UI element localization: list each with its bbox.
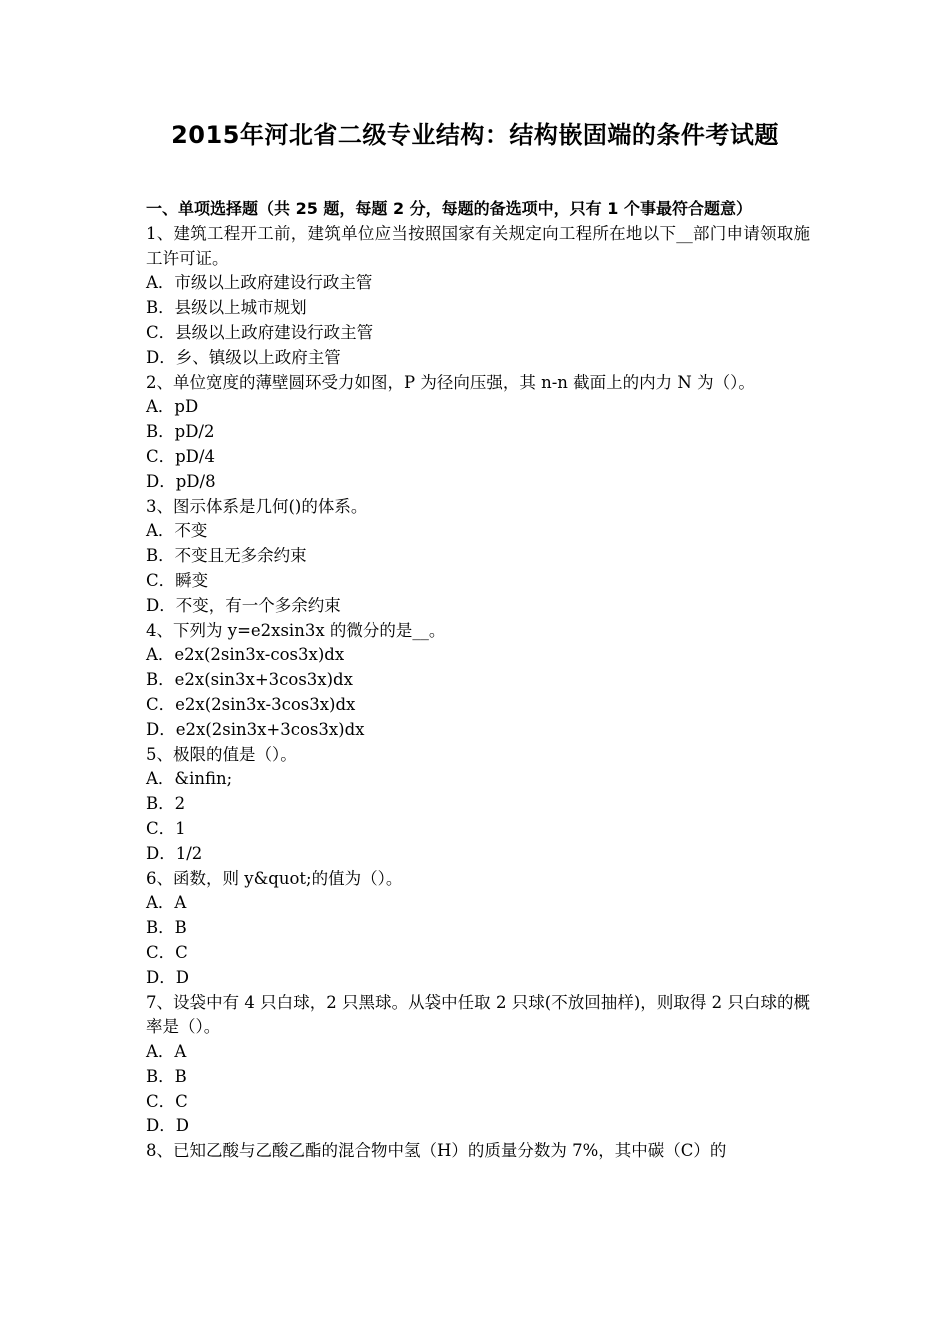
answer-option — [146, 1114, 810, 1139]
option-text: 1/2 — [175, 843, 203, 863]
option-text: 1 — [175, 818, 186, 838]
option-letter: D． — [146, 843, 176, 863]
question-text: 6、函数，则 y&quot;的值为（）。 — [146, 868, 403, 888]
option-letter: C． — [146, 694, 176, 714]
answer-option — [146, 519, 810, 544]
option-letter: C． — [146, 570, 176, 590]
question-text: 5、极限的值是（）。 — [146, 744, 297, 764]
answer-option — [146, 470, 810, 495]
option-text: 市级以上政府建设行政主管 — [174, 273, 373, 293]
option-letter: D． — [146, 595, 176, 615]
answer-option — [146, 346, 810, 371]
option-letter: D． — [146, 1116, 176, 1136]
option-text: 瞬变 — [175, 570, 209, 590]
answer-option — [146, 420, 810, 445]
answer-option — [146, 1090, 810, 1115]
question-text: 4、下列为 y=e2xsin3x 的微分的是__。 — [146, 620, 446, 640]
option-text: pD — [174, 397, 199, 417]
answer-option — [146, 321, 810, 346]
option-letter: C． — [146, 942, 176, 962]
answer-option — [146, 767, 810, 792]
option-text: 2 — [174, 794, 186, 814]
answer-option — [146, 594, 810, 619]
answer-option — [146, 1065, 810, 1090]
option-text: B — [174, 918, 187, 938]
option-text: C — [175, 942, 188, 962]
option-letter: B． — [146, 794, 175, 814]
option-text: 县级以上政府建设行政主管 — [175, 322, 374, 342]
option-text: e2x(sin3x+3cos3x)dx — [174, 670, 353, 690]
answer-option — [146, 569, 810, 594]
option-letter: B． — [146, 546, 175, 566]
option-letter: B． — [146, 918, 175, 938]
option-letter: A． — [146, 769, 175, 789]
question-item — [146, 1139, 810, 1164]
option-letter: A． — [146, 273, 175, 293]
answer-option — [146, 693, 810, 718]
option-text: A — [174, 893, 187, 913]
answer-option — [146, 891, 810, 916]
question-item — [146, 495, 810, 619]
question-text: 7、设袋中有 4 只白球，2 只黑球。从袋中任取 2 只球(不放回抽样)，则取得 2 只白球的概率是（）。 — [146, 992, 810, 1037]
option-text: 不变，有一个多余约束 — [175, 595, 341, 615]
answer-option — [146, 643, 810, 668]
answer-option — [146, 718, 810, 743]
answer-option — [146, 842, 810, 867]
option-text: e2x(2sin3x+3cos3x)dx — [175, 719, 365, 739]
option-letter: B． — [146, 422, 175, 442]
option-letter: A． — [146, 397, 175, 417]
option-text: 不变且无多余约束 — [174, 546, 307, 566]
question-list — [146, 222, 810, 1164]
answer-option — [146, 395, 810, 420]
option-text: B — [174, 1066, 187, 1086]
option-letter: C． — [146, 322, 176, 342]
answer-option — [146, 668, 810, 693]
option-letter: B． — [146, 1066, 175, 1086]
option-text: C — [175, 1091, 188, 1111]
question-text: 1、建筑工程开工前，建筑单位应当按照国家有关规定向工程所在地以下__部门申请领取施工许可证。 — [146, 223, 810, 268]
option-text: 县级以上城市规划 — [174, 298, 307, 318]
answer-option — [146, 941, 810, 966]
answer-option — [146, 817, 810, 842]
option-letter: C． — [146, 446, 176, 466]
document-title: 2015年河北省二级专业结构：结构嵌固端的条件考试题 — [171, 121, 779, 149]
option-text: pD/8 — [175, 471, 216, 491]
question-item — [146, 991, 810, 1140]
option-letter: A． — [146, 893, 175, 913]
option-letter: A． — [146, 1042, 175, 1062]
option-text: &infin; — [174, 769, 233, 789]
option-text: pD/4 — [175, 446, 215, 466]
option-text: 乡、镇级以上政府主管 — [175, 347, 341, 367]
answer-option — [146, 966, 810, 991]
answer-option — [146, 1040, 810, 1065]
option-letter: D． — [146, 347, 176, 367]
option-letter: D． — [146, 471, 176, 491]
answer-option — [146, 271, 810, 296]
option-letter: D． — [146, 719, 176, 739]
question-item — [146, 619, 810, 743]
question-item — [146, 371, 810, 495]
answer-option — [146, 544, 810, 569]
option-text: e2x(2sin3x-3cos3x)dx — [175, 694, 356, 714]
option-letter: D． — [146, 967, 176, 987]
option-letter: C． — [146, 818, 176, 838]
document-body — [146, 197, 810, 1164]
option-letter: A． — [146, 521, 175, 541]
question-text: 8、已知乙酸与乙酸乙酯的混合物中氢（H）的质量分数为 7%，其中碳（C）的 — [146, 1141, 727, 1161]
question-text: 2、单位宽度的薄壁圆环受力如图，P 为径向压强，其 n-n 截面上的内力 N 为（）。 — [146, 372, 755, 392]
option-letter: A． — [146, 645, 175, 665]
option-text: D — [175, 967, 189, 987]
option-letter: C． — [146, 1091, 176, 1111]
option-letter: B． — [146, 670, 175, 690]
question-item — [146, 222, 810, 371]
answer-option — [146, 792, 810, 817]
section-heading: 一、单项选择题（共 25 题，每题 2 分，每题的备选项中，只有 1 个事最符合题意） — [146, 199, 752, 218]
option-text: 不变 — [174, 521, 208, 541]
question-item — [146, 743, 810, 867]
option-text: A — [174, 1042, 187, 1062]
question-item — [146, 867, 810, 991]
option-text: pD/2 — [174, 422, 215, 442]
answer-option — [146, 296, 810, 321]
option-text: D — [175, 1116, 189, 1136]
question-text: 3、图示体系是几何()的体系。 — [146, 496, 368, 516]
answer-option — [146, 445, 810, 470]
answer-option — [146, 916, 810, 941]
option-letter: B． — [146, 298, 175, 318]
option-text: e2x(2sin3x-cos3x)dx — [174, 645, 345, 665]
